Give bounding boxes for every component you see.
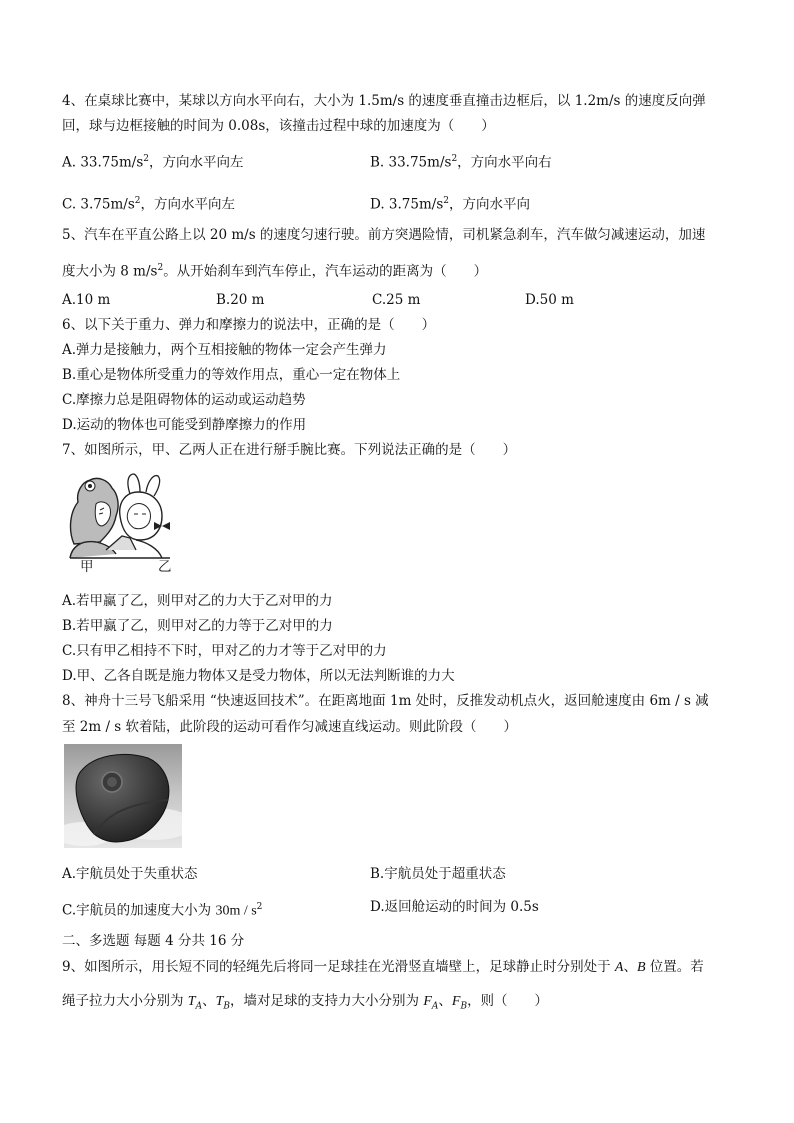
q9-tension-a: T [187,994,196,1009]
q9-position-b: B [636,960,646,975]
q5-stem-line2 [62,259,487,281]
q4-option-c [62,192,235,214]
q6-option-d: D.运动的物体也可能受到静摩擦力的作用 [62,417,307,433]
q7-option-a: A.若甲赢了乙，则甲对乙的力大于乙对甲的力 [62,593,333,609]
q4-d-sup: 2 [443,196,449,206]
q5-option-b: B.20 m [216,292,265,308]
q9-stem-part4: ，墙对足球的支持力大小分别为 [230,993,424,1009]
q5-sup: 2 [157,263,164,273]
q7-label-jia: 甲 [80,559,94,575]
q6-option-a: A.弹力是接触力，两个互相接触的物体一定会产生弹力 [62,342,387,358]
q5-option-c: C.25 m [372,292,421,308]
q4-d-value: D. 3.75m/s [370,196,444,213]
q7-option-c: C.只有甲乙相持不下时，甲对乙的力才等于乙对甲的力 [62,643,387,659]
q8-c-value: 30m / s [215,903,257,919]
q8-option-b: B.宇航员处于超重状态 [370,866,506,882]
q8-c-prefix: C.宇航员的加速度大小为 [62,902,216,919]
q9-stem-part2: 位置。若 [645,959,704,975]
q4-b-direction: ，方向水平向右 [457,154,552,171]
q4-c-value: C. 3.75m/s [62,196,135,213]
q5-option-d: D.50 m [525,292,574,308]
q9-stem-part1: 9、如图所示，用长短不同的轻绳先后将同一足球挂在光滑竖直墙壁上，足球静止时分别处于 [62,959,615,975]
q4-option-d [370,192,530,214]
q8-option-a: A.宇航员处于失重状态 [62,866,198,882]
q5-stem-part-b: 。从开始刹车到汽车停止，汽车运动的距离为（ ） [163,263,488,280]
q9-stem-part3: 绳子拉力大小分别为 [62,993,188,1009]
q9-stem-line1 [62,958,704,977]
q4-d-direction: ，方向水平向 [449,196,530,213]
q9-separator2: 、 [202,993,216,1009]
q4-a-value: A. 33.75m/s [62,154,144,171]
q9-force-b: F [451,994,461,1009]
q8-stem-line1: 8、神舟十三号飞船采用 “快速返回技术”。在距离地面 1m 处时，反推发动机点火，返回舱速度由 6m / s 减 [62,693,709,709]
q7-option-b: B.若甲赢了乙，则甲对乙的力等于乙对甲的力 [62,618,333,634]
q4-option-b [370,150,552,172]
q9-force-b-sub: B [460,1001,468,1012]
q9-separator3: 、 [438,993,452,1009]
q8-stem-line2: 至 2m / s 软着陆，此阶段的运动可看作匀减速直线运动。则此阶段（ ） [62,719,518,735]
q9-stem-part5: ，则（ ） [467,993,549,1009]
q8-option-c [62,898,262,921]
q7-stem: 7、如图所示，甲、乙两人正在进行掰手腕比赛。下列说法正确的是（ ） [62,442,517,458]
q6-stem: 6、以下关于重力、弹力和摩擦力的说法中，正确的是（ ） [62,317,436,333]
q9-force-a-sub: A [431,1001,439,1012]
q5-option-a: A.10 m [62,292,111,308]
q6-option-c: C.摩擦力总是阻碍物体的运动或运动趋势 [62,392,306,408]
q7-option-d: D.甲、乙各自既是施力物体又是受力物体，所以无法判断谁的力大 [62,668,455,684]
q9-tension-a-sub: A [195,1001,203,1012]
q9-separator1: 、 [623,959,637,975]
q9-position-a: A [614,960,624,975]
q6-option-b: B.重心是物体所受重力的等效作用点，重心一定在物体上 [62,367,401,383]
q5-stem-part-a: 度大小为 8 m/s [62,263,158,280]
q4-stem-line2: 回，球与边框接触的时间为 0.08s，该撞击过程中球的加速度为（ ） [62,118,495,134]
q9-stem-line2 [62,992,548,1016]
q4-c-direction: ，方向水平向左 [140,196,236,213]
q4-c-sup: 2 [134,196,141,206]
q4-a-sup: 2 [143,154,149,164]
q8-c-sup: 2 [256,902,263,912]
q9-tension-b-sub: B [223,1001,231,1012]
q4-b-sup: 2 [451,154,458,164]
q4-b-value: B. 33.75m/s [370,154,452,171]
q8-option-d: D.返回舱运动的时间为 0.5s [370,899,539,915]
q7-label-yi: 乙 [158,559,172,575]
section-title-multiple-choice: 二、多选题 每题 4 分共 16 分 [62,933,245,949]
q5-stem-line1: 5、汽车在平直公路上以 20 m/s 的速度匀速行驶。前方突遇险情，司机紧急刹车，汽车做匀减速运动，加速 [62,227,706,243]
q9-force-a: F [423,994,432,1009]
return-capsule-photo [64,744,182,848]
q4-a-direction: ，方向水平向左 [149,154,244,171]
q4-stem-line1: 4、在桌球比赛中，某球以方向水平向右，大小为 1.5m/s 的速度垂直撞击边框后，以 1.2m/s 的速度反向弹 [62,93,706,109]
q4-option-a [62,150,244,172]
q9-tension-b: T [215,994,224,1009]
